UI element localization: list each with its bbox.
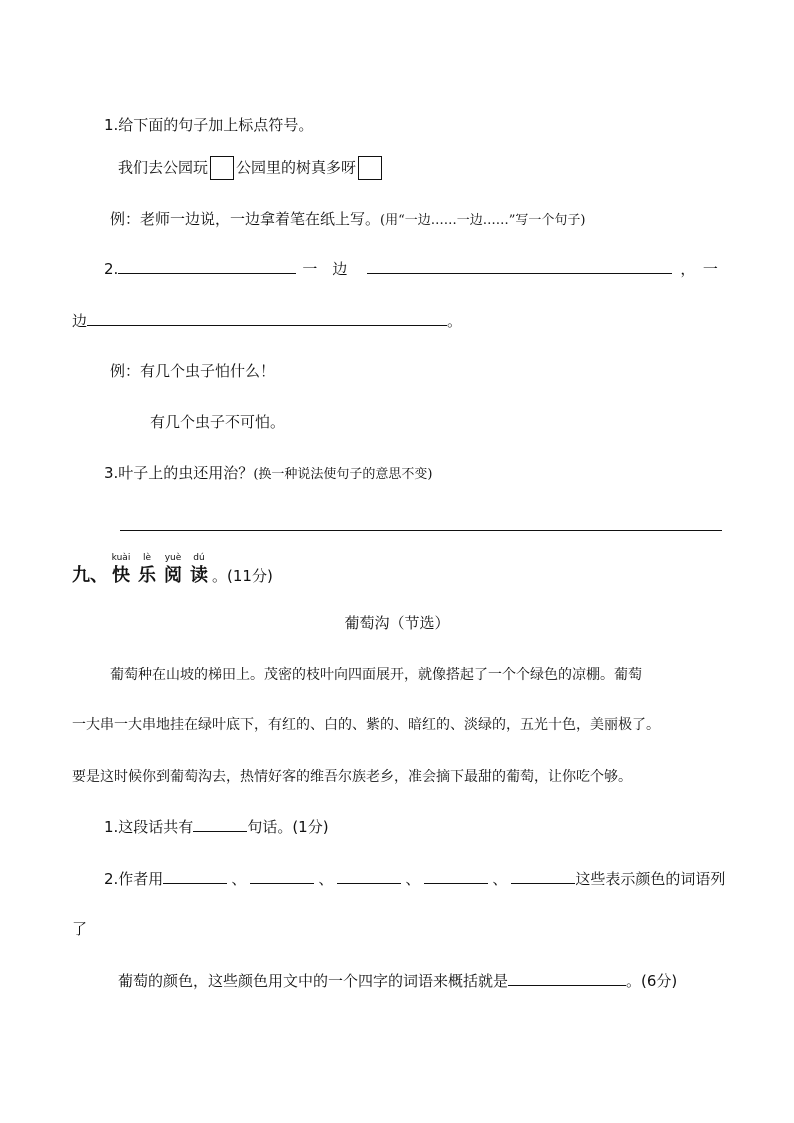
question-3 bbox=[104, 462, 432, 486]
question-2-line-1 bbox=[104, 258, 722, 280]
example-1-text: 例：老师一边说，一边拿着笔在纸上写。 bbox=[110, 210, 381, 228]
question-1-title: 1.给下面的句子加上标点符号。 bbox=[104, 116, 314, 134]
example-2-line-1: 例：有几个虫子怕什么！ bbox=[110, 362, 276, 380]
sentence-part-1: 我们去公园玩 bbox=[118, 158, 209, 177]
question-2-line-2 bbox=[72, 310, 462, 332]
rq2-sep-3: 、 bbox=[405, 870, 421, 888]
answer-blank-r2e[interactable] bbox=[511, 882, 575, 884]
reading-question-2 bbox=[104, 868, 725, 890]
reading-question-1 bbox=[104, 816, 329, 838]
section-9-score: 。(11分) bbox=[212, 567, 273, 585]
question-2-start: 边 bbox=[72, 312, 88, 330]
punctuation-box-1[interactable] bbox=[210, 156, 234, 180]
rq1-start: 1.这段话共有 bbox=[104, 818, 194, 836]
rq2-start: 2.作者用 bbox=[104, 870, 164, 888]
section-9-heading bbox=[72, 553, 273, 588]
rq2-end: 这些表示颜色的词语列 bbox=[575, 870, 726, 888]
passage-line-2: 一大串一大串地挂在绿叶底下，有红的、白的、紫的、暗红的、淡绿的，五光十色，美丽极了。 bbox=[72, 717, 660, 733]
example-1 bbox=[110, 208, 585, 232]
answer-blank-2b[interactable] bbox=[367, 272, 672, 274]
answer-blank-r2f[interactable] bbox=[508, 984, 626, 986]
question-2-period: 。 bbox=[447, 312, 463, 330]
answer-blank-r2c[interactable] bbox=[337, 882, 401, 884]
question-2-end: ， 一 bbox=[680, 260, 718, 278]
rq1-end: 句话。(1分) bbox=[247, 818, 329, 836]
answer-blank-2c[interactable] bbox=[87, 324, 447, 326]
reading-question-2-line-3 bbox=[118, 970, 677, 992]
heading-char-1: kuài 快 bbox=[111, 553, 131, 586]
rq2c-end: 。(6分) bbox=[626, 972, 678, 990]
heading-char-3: yuè 阅 bbox=[164, 553, 182, 586]
passage-line-3: 要是这时候你到葡萄沟去，热情好客的维吾尔族老乡，准会摘下最甜的葡萄，让你吃个够。 bbox=[72, 769, 632, 785]
question-2-number: 2. bbox=[104, 260, 119, 278]
example-2-line-2: 有几个虫子不可怕。 bbox=[150, 413, 286, 431]
answer-line-3[interactable] bbox=[120, 530, 722, 531]
rq2-sep-2: 、 bbox=[318, 870, 334, 888]
sentence-punctuation bbox=[118, 156, 384, 180]
question-3-text: 3.叶子上的虫还用治？ bbox=[104, 464, 254, 482]
sentence-part-2: 公园里的树真多呀 bbox=[236, 158, 357, 177]
heading-char-4: dú 读 bbox=[190, 553, 208, 586]
question-2-mid: 一 边 bbox=[302, 260, 348, 278]
question-3-note: (换一种说法使句子的意思不变) bbox=[253, 467, 433, 482]
answer-blank-r2a[interactable] bbox=[163, 882, 227, 884]
example-1-note: (用“一边……一边……”写一个句子) bbox=[380, 213, 586, 228]
answer-blank-r2b[interactable] bbox=[250, 882, 314, 884]
rq2-sep-1: 、 bbox=[231, 870, 247, 888]
answer-blank-r1[interactable] bbox=[193, 830, 247, 832]
rq2-sep-4: 、 bbox=[492, 870, 508, 888]
section-9-number: 九、 bbox=[72, 565, 108, 586]
passage-title: 葡萄沟（节选） bbox=[344, 614, 450, 632]
passage-line-1: 葡萄种在山坡的梯田上。茂密的枝叶向四面展开，就像搭起了一个个绿色的凉棚。葡萄 bbox=[110, 667, 642, 683]
rq2c-start: 葡萄的颜色，这些颜色用文中的一个四字的词语来概括就是 bbox=[118, 972, 509, 990]
punctuation-box-2[interactable] bbox=[358, 156, 382, 180]
answer-blank-2a[interactable] bbox=[118, 272, 296, 274]
answer-blank-r2d[interactable] bbox=[424, 882, 488, 884]
heading-char-2: lè 乐 bbox=[138, 553, 156, 586]
reading-question-2-cont: 了 bbox=[72, 920, 88, 938]
